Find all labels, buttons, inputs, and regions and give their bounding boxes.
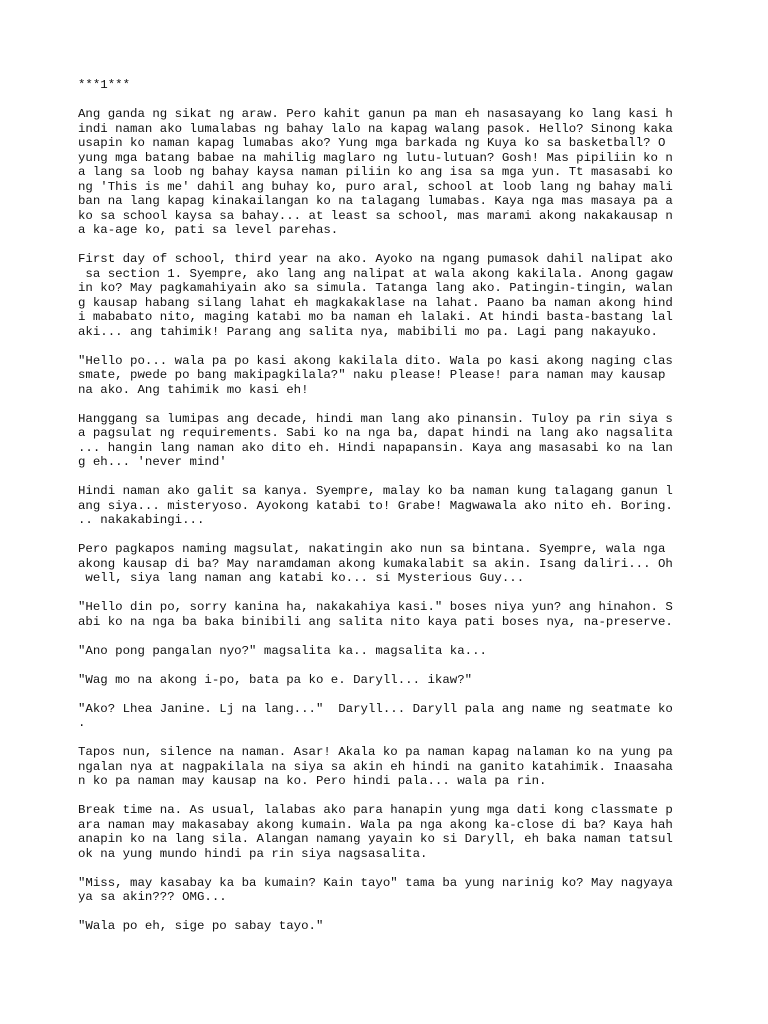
text-line: smate, pwede po bang makipagkilala?" naku please! Please! para naman may kausap <box>78 368 666 382</box>
text-line: well, siya lang naman ang katabi ko... si Mysterious Guy... <box>78 571 525 585</box>
text-line: "Hello din po, sorry kanina ha, nakakahiya kasi." boses niya yun? ang hinahon. S <box>78 600 673 614</box>
paragraph <box>78 412 698 470</box>
text-line: yung mga batang babae na mahilig maglaro ng lutu-lutuan? Gosh! Mas pipiliin ko n <box>78 150 673 165</box>
paragraph <box>78 803 698 861</box>
text-line: ngalan nya at nagpakilala na siya sa akin eh hindi na ganito katahimik. Inaasaha <box>78 759 673 774</box>
text-line: Break time na. As usual, lalabas ako para hanapin yung mga dati kong classmate p <box>78 803 673 817</box>
paragraph <box>78 542 698 586</box>
paragraph <box>78 919 698 934</box>
paragraph <box>78 252 698 339</box>
text-line: aki... ang tahimik! Parang ang salita nya, mabibili mo pa. Lagi pang nakayuko. <box>78 324 658 339</box>
text-line: Hanggang sa lumipas ang decade, hindi man lang ako pinansin. Tuloy pa rin siya s <box>78 411 673 426</box>
text-line: "Wala po eh, sige po sabay tayo." <box>78 919 324 933</box>
paragraph <box>78 876 698 905</box>
paragraph <box>78 673 698 688</box>
text-line: ya sa akin??? OMG... <box>78 890 227 904</box>
text-line: ng 'This is me' dahil ang buhay ko, puro aral, school at loob lang ng bahay mali <box>78 179 673 194</box>
text-line: . <box>78 716 86 730</box>
text-line: ban na lang kapag kinakailangan ko na talagang lumabas. Kaya nga mas masaya pa a <box>78 194 673 208</box>
text-line: na ako. Ang tahimik mo kasi eh! <box>78 382 309 397</box>
paragraph <box>78 702 698 731</box>
text-line: Tapos nun, silence na naman. Asar! Akala ko pa naman kapag nalaman ko na yung pa <box>78 745 673 759</box>
chapter-heading: ***1*** <box>78 78 131 92</box>
text-line: "Miss, may kasabay ka ba kumain? Kain tayo" tama ba yung narinig ko? May nagyaya <box>78 875 673 890</box>
paragraph <box>78 484 698 528</box>
document-body <box>78 78 698 948</box>
text-line: "Hello po... wala pa po kasi akong kakilala dito. Wala po kasi akong naging clas <box>78 353 673 368</box>
text-line: akong kausap di ba? May naramdaman akong kumakalabit sa akin. Isang daliri... Oh <box>78 556 673 571</box>
text-line: Hindi naman ako galit sa kanya. Syempre, malay ko ba naman kung talagang ganun l <box>78 484 673 498</box>
paragraph <box>78 354 698 398</box>
text-line: sa section 1. Syempre, ako lang ang nalipat at wala akong kakilala. Anong gagaw <box>78 266 673 281</box>
text-line: Ang ganda ng sikat ng araw. Pero kahit ganun pa man eh nasasayang ko lang kasi h <box>78 107 673 121</box>
text-line: abi ko na nga ba baka binibili ang salita nito kaya pati boses nya, na-preserve. <box>78 614 673 629</box>
paragraph <box>78 107 698 238</box>
text-line: g eh... 'never mind' <box>78 455 227 469</box>
text-line: g kausap habang silang lahat eh magkakaklase na lahat. Paano ba naman akong hind <box>78 295 673 310</box>
text-line: in ko? May pagkamahiyain ako sa simula. Tatanga lang ako. Patingin-tingin, walan <box>78 281 673 295</box>
paragraph <box>78 644 698 659</box>
text-line: ok na yung mundo hindi pa rin siya nagsasalita. <box>78 846 428 861</box>
text-line: n ko pa naman may kausap na ko. Pero hindi pala... wala pa rin. <box>78 774 547 788</box>
text-line: ... hangin lang naman ako dito eh. Hindi napapansin. Kaya ang masasabi ko na lan <box>78 440 673 455</box>
text-line: First day of school, third year na ako. Ayoko na ngang pumasok dahil nalipat ako <box>78 252 673 266</box>
text-line: "Wag mo na akong i-po, bata pa ko e. Daryll... ikaw?" <box>78 672 473 687</box>
text-line: .. nakakabingi... <box>78 513 205 527</box>
text-line: a ka-age ko, pati sa level parehas. <box>78 223 339 237</box>
text-line: "Ako? Lhea Janine. Lj na lang..." Daryll... Daryll pala ang name ng seatmate ko <box>78 701 673 716</box>
text-line: ko sa school kaysa sa bahay... at least sa school, mas marami akong nakakausap n <box>78 208 673 223</box>
paragraph <box>78 600 698 629</box>
text-line: indi naman ako lumalabas ng bahay lalo na kapag walang pasok. Hello? Sinong kaka <box>78 121 673 136</box>
text-line: i mababato nito, maging katabi mo ba naman eh lalaki. At hindi basta-bastang lal <box>78 310 673 324</box>
text-line: usapin ko naman kapag lumabas ako? Yung mga barkada ng Kuya ko sa basketball? O <box>78 136 666 150</box>
text-line: ang siya... misteryoso. Ayokong katabi to! Grabe! Magwawala ako nito eh. Boring. <box>78 498 673 513</box>
text-line: a lang sa loob ng bahay kaysa naman piliin ko ang isa sa mga yun. Tt masasabi ko <box>78 165 673 179</box>
text-line: Pero pagkapos naming magsulat, nakatingin ako nun sa bintana. Syempre, wala nga <box>78 542 666 556</box>
text-line: anapin ko na lang sila. Alangan namang yayain ko si Daryll, eh baka naman tatsul <box>78 832 673 846</box>
paragraph <box>78 745 698 789</box>
paragraph-list <box>78 107 698 934</box>
text-line: "Ano pong pangalan nyo?" magsalita ka.. magsalita ka... <box>78 643 487 658</box>
text-line: a pagsulat ng requirements. Sabi ko na nga ba, dapat hindi na lang ako nagsalita <box>78 426 673 440</box>
text-line: ara naman may makasabay akong kumain. Wala pa nga akong ka-close di ba? Kaya hah <box>78 817 673 832</box>
